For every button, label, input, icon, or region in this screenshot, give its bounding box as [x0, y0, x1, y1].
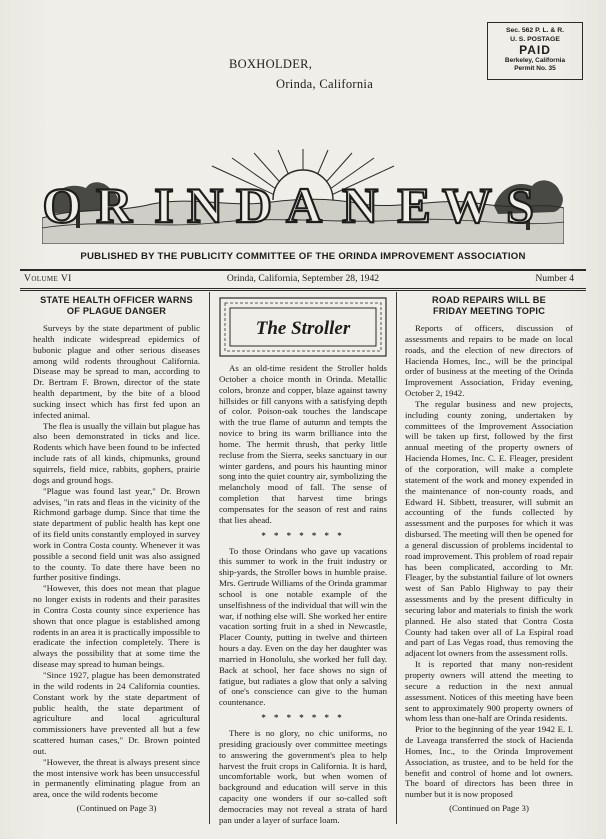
stroller-body-3 — [219, 728, 387, 826]
article-plague — [33, 292, 200, 814]
postage-section: Sec. 562 P. L. & R. — [505, 27, 565, 34]
masthead-letter: D — [235, 177, 273, 233]
masthead-letter: R — [95, 177, 133, 233]
masthead-letter: A — [285, 177, 323, 233]
plague-continued: (Continued on Page 3) — [76, 803, 157, 814]
masthead-letter: S — [506, 177, 534, 233]
postage-indicia — [487, 22, 583, 80]
issue-number: Number 4 — [535, 273, 574, 284]
postage-paid: PAID — [519, 43, 551, 57]
stroller-separator-1: * * * * * * * — [261, 529, 345, 540]
postage-permit: Permit No. 35 — [514, 65, 556, 72]
paragraph: Reports of officers, discussion of assessments and repairs to be made on local roads, and the election of new directors of Hacienda Homes, Inc., will be the principal order of business at the meeting of the Orinda Improvement Association, Friday evening, October 2, 1942. — [405, 323, 573, 399]
masthead-letter: I — [154, 177, 174, 233]
stroller-banner — [219, 297, 387, 357]
article-roads — [405, 292, 573, 814]
roads-headline — [405, 295, 573, 317]
postage-city: Berkeley, California — [504, 57, 566, 64]
paragraph: "Plague was found last year," Dr. Brown advises, "in rats and fleas in the vicinity of the Richmond garbage dump. Since that time the state department of public health has kept one of its field units constantly employed in survey work in Contra Costa county. Whenever it was possible a second field unit was also assigned to the county. To date there have been no further positive findings. — [33, 485, 200, 583]
dateline-rule — [20, 288, 586, 289]
stroller-body-1 — [219, 363, 387, 526]
paragraph: There is no glory, no chic uniforms, no presiding graciously over committee meetings to answering the government's plea to help harvest the fruit crops in California. It is hard, uncomfortable work, but when women of background and education will serve in this capacity one wonders if our so-called soft democracies may not reveal a strata of hard pan under a layer of surface loam. — [219, 728, 387, 825]
paragraph: The flea is usually the villain but plague has also been demonstrated in ticks and lice. Rodents which have been found to be infected include rats of all kinds, chipmunks, ground squirrels, field mice, rabbits, gophers, prairie dogs and ground hogs. — [33, 420, 200, 485]
masthead-letter: E — [397, 177, 431, 233]
masthead-title — [43, 177, 534, 233]
postage-label: U. S. POSTAGE — [510, 36, 560, 43]
masthead-logo — [42, 148, 564, 244]
paragraph: As an old-time resident the Stroller holds October a choice month in Orinda. Metallic colors, bronze and copper, blaze against tawny hillsides or fill canyons with a satisfying depth of color. Poison-oak touches the landscape with the true flame of autumn and tempts the novice to bring its warm brilliance into the home. The hermit thrush, that perky little recluse from the Sierra, seeks sanctuary in our winter gardens, and pours his haunting minor song into the quiet country air, symbolizing the melancholy mood of fall. The sense of completion that harvest time brings compensates for the season of rest and rains that lies ahead. — [219, 363, 387, 525]
dateline-rule-double — [20, 290, 586, 291]
paragraph: The regular business and new projects, including county zoning, undertaken by committees of the Improvement Association will be taken up first, followed by the first annual meeting of the property owners of Hacienda Homes, Inc. C. E. Fleager, president of the corporation, will make a complete statement of the work and money expended in the maintenance of non-county roads, and Edward H. Sibbett, treasurer, will submit an accounting of the funds collected by assessment and the purposes for which it was disbursed. The meeting will then be opened for a general discussion of problems incidental to road improvement. This problem of road repair has been complicated, according to Mr. Fleager, by the substantial failure of lot owners west of San Pablo Highway to pay their assessments and by the present difficulty in securing labor and materials to finish the work planned. He also stated that Contra Costa County had taken over all of La Espiral road and part of Las Vegas road, thus removing the adjacent lot owners from the assessment rolls. — [405, 398, 573, 659]
roads-body — [405, 323, 573, 800]
column-divider-2 — [396, 292, 397, 824]
column-divider-1 — [209, 292, 210, 824]
stroller-body-2 — [219, 546, 387, 709]
paragraph: To those Orindans who gave up vacations this summer to work in the fruit industry or ship-yards, the Stroller bows in humble praise. Mrs. Gertrude Williams of the Orinda grammar school is one notable example of the unselfishness of the individual that will win the war, if nothing else will. She worked her entire vacation sorting fruit in a shed in Newcastle, Placer County, putting in twelve and thirteen hours a day. Even on the day her daughter was married in Honolulu, she worked her full day. Back at school, her face shows no sign of fatigue, but radiates a glow that only a salving of one's conscience can give to the human countenance. — [219, 545, 387, 708]
paragraph: "Since 1927, plague has been demonstrated in the wild rodents in 24 California counties. Constant work by the state department of public health, the state department of agriculture and local agricultural commissioners have prevented all but a few scattered human cases," Dr. Brown pointed out. — [33, 670, 200, 756]
plague-headline — [33, 295, 200, 317]
top-rule — [20, 269, 586, 271]
plague-body — [33, 323, 200, 800]
roads-headline-line-1: ROAD REPAIRS WILL BE — [432, 295, 546, 305]
address-line-1: BOXHOLDER, — [229, 57, 313, 71]
masthead-letter: O — [42, 177, 82, 233]
paragraph: "However, this does not mean that plague no longer exists in rodents and their parasites in Contra Costa county since experience has shown that once plague is established among rodents in an area it is practically impossible to eradicate the infection completely. There is always the possibility that at some time the disease may spread to human beings. — [33, 583, 201, 670]
mailing-address — [229, 54, 459, 94]
article-stroller — [219, 292, 387, 826]
stroller-title: The Stroller — [255, 318, 351, 339]
masthead-letter: N — [341, 177, 379, 233]
publisher-line: PUBLISHED BY THE PUBLICITY COMMITTEE OF THE ORINDA IMPROVEMENT ASSOCIATION — [80, 251, 526, 262]
paragraph: "However, the threat is always present since the most intensive work has been unsuccessful in permanently eliminating plague from an area, once the wild rodents become — [33, 756, 200, 800]
issue-date: Orinda, California, September 28, 1942 — [226, 273, 380, 284]
paragraph: Prior to the beginning of the year 1942 E. I. de Laveaga transferred the stock of Hacienda Homes, Inc., to the Orinda Improvement Association, as trustee, and to be held for the benefit and control of home and lot owners. The board of directors has been three in number but it is now proposed — [405, 724, 573, 800]
roads-continued: (Continued on Page 3) — [449, 803, 529, 814]
dateline-bar — [20, 273, 586, 287]
masthead-letter: N — [186, 177, 224, 233]
plague-headline-line-1: STATE HEALTH OFFICER WARNS — [40, 295, 193, 305]
paragraph: It is reported that many non-resident property owners will attend the meeting to secure a reduction in the next annual assessment. Notices of this meeting have been sent to approximately 900 property owners of whom less than one-half are Orinda residents. — [405, 659, 573, 724]
roads-headline-line-2: FRIDAY MEETING TOPIC — [432, 306, 546, 316]
plague-headline-line-2: OF PLAGUE DANGER — [66, 306, 167, 316]
address-line-2: Orinda, California — [276, 77, 374, 91]
paragraph: Surveys by the state department of public health indicate widespread epidemics of bubonic plague and other serious diseases among wild rodents throughout California. Disease may be spread to man, according to Dr. Bertram F. Brown, director of the state health department, by the bite of a blood sucking insect which has first fed upon an infected animal. — [33, 323, 200, 420]
stroller-separator-2: * * * * * * * — [261, 712, 345, 723]
masthead-letter: W — [442, 177, 492, 233]
volume-label: Volume VI — [24, 273, 72, 284]
